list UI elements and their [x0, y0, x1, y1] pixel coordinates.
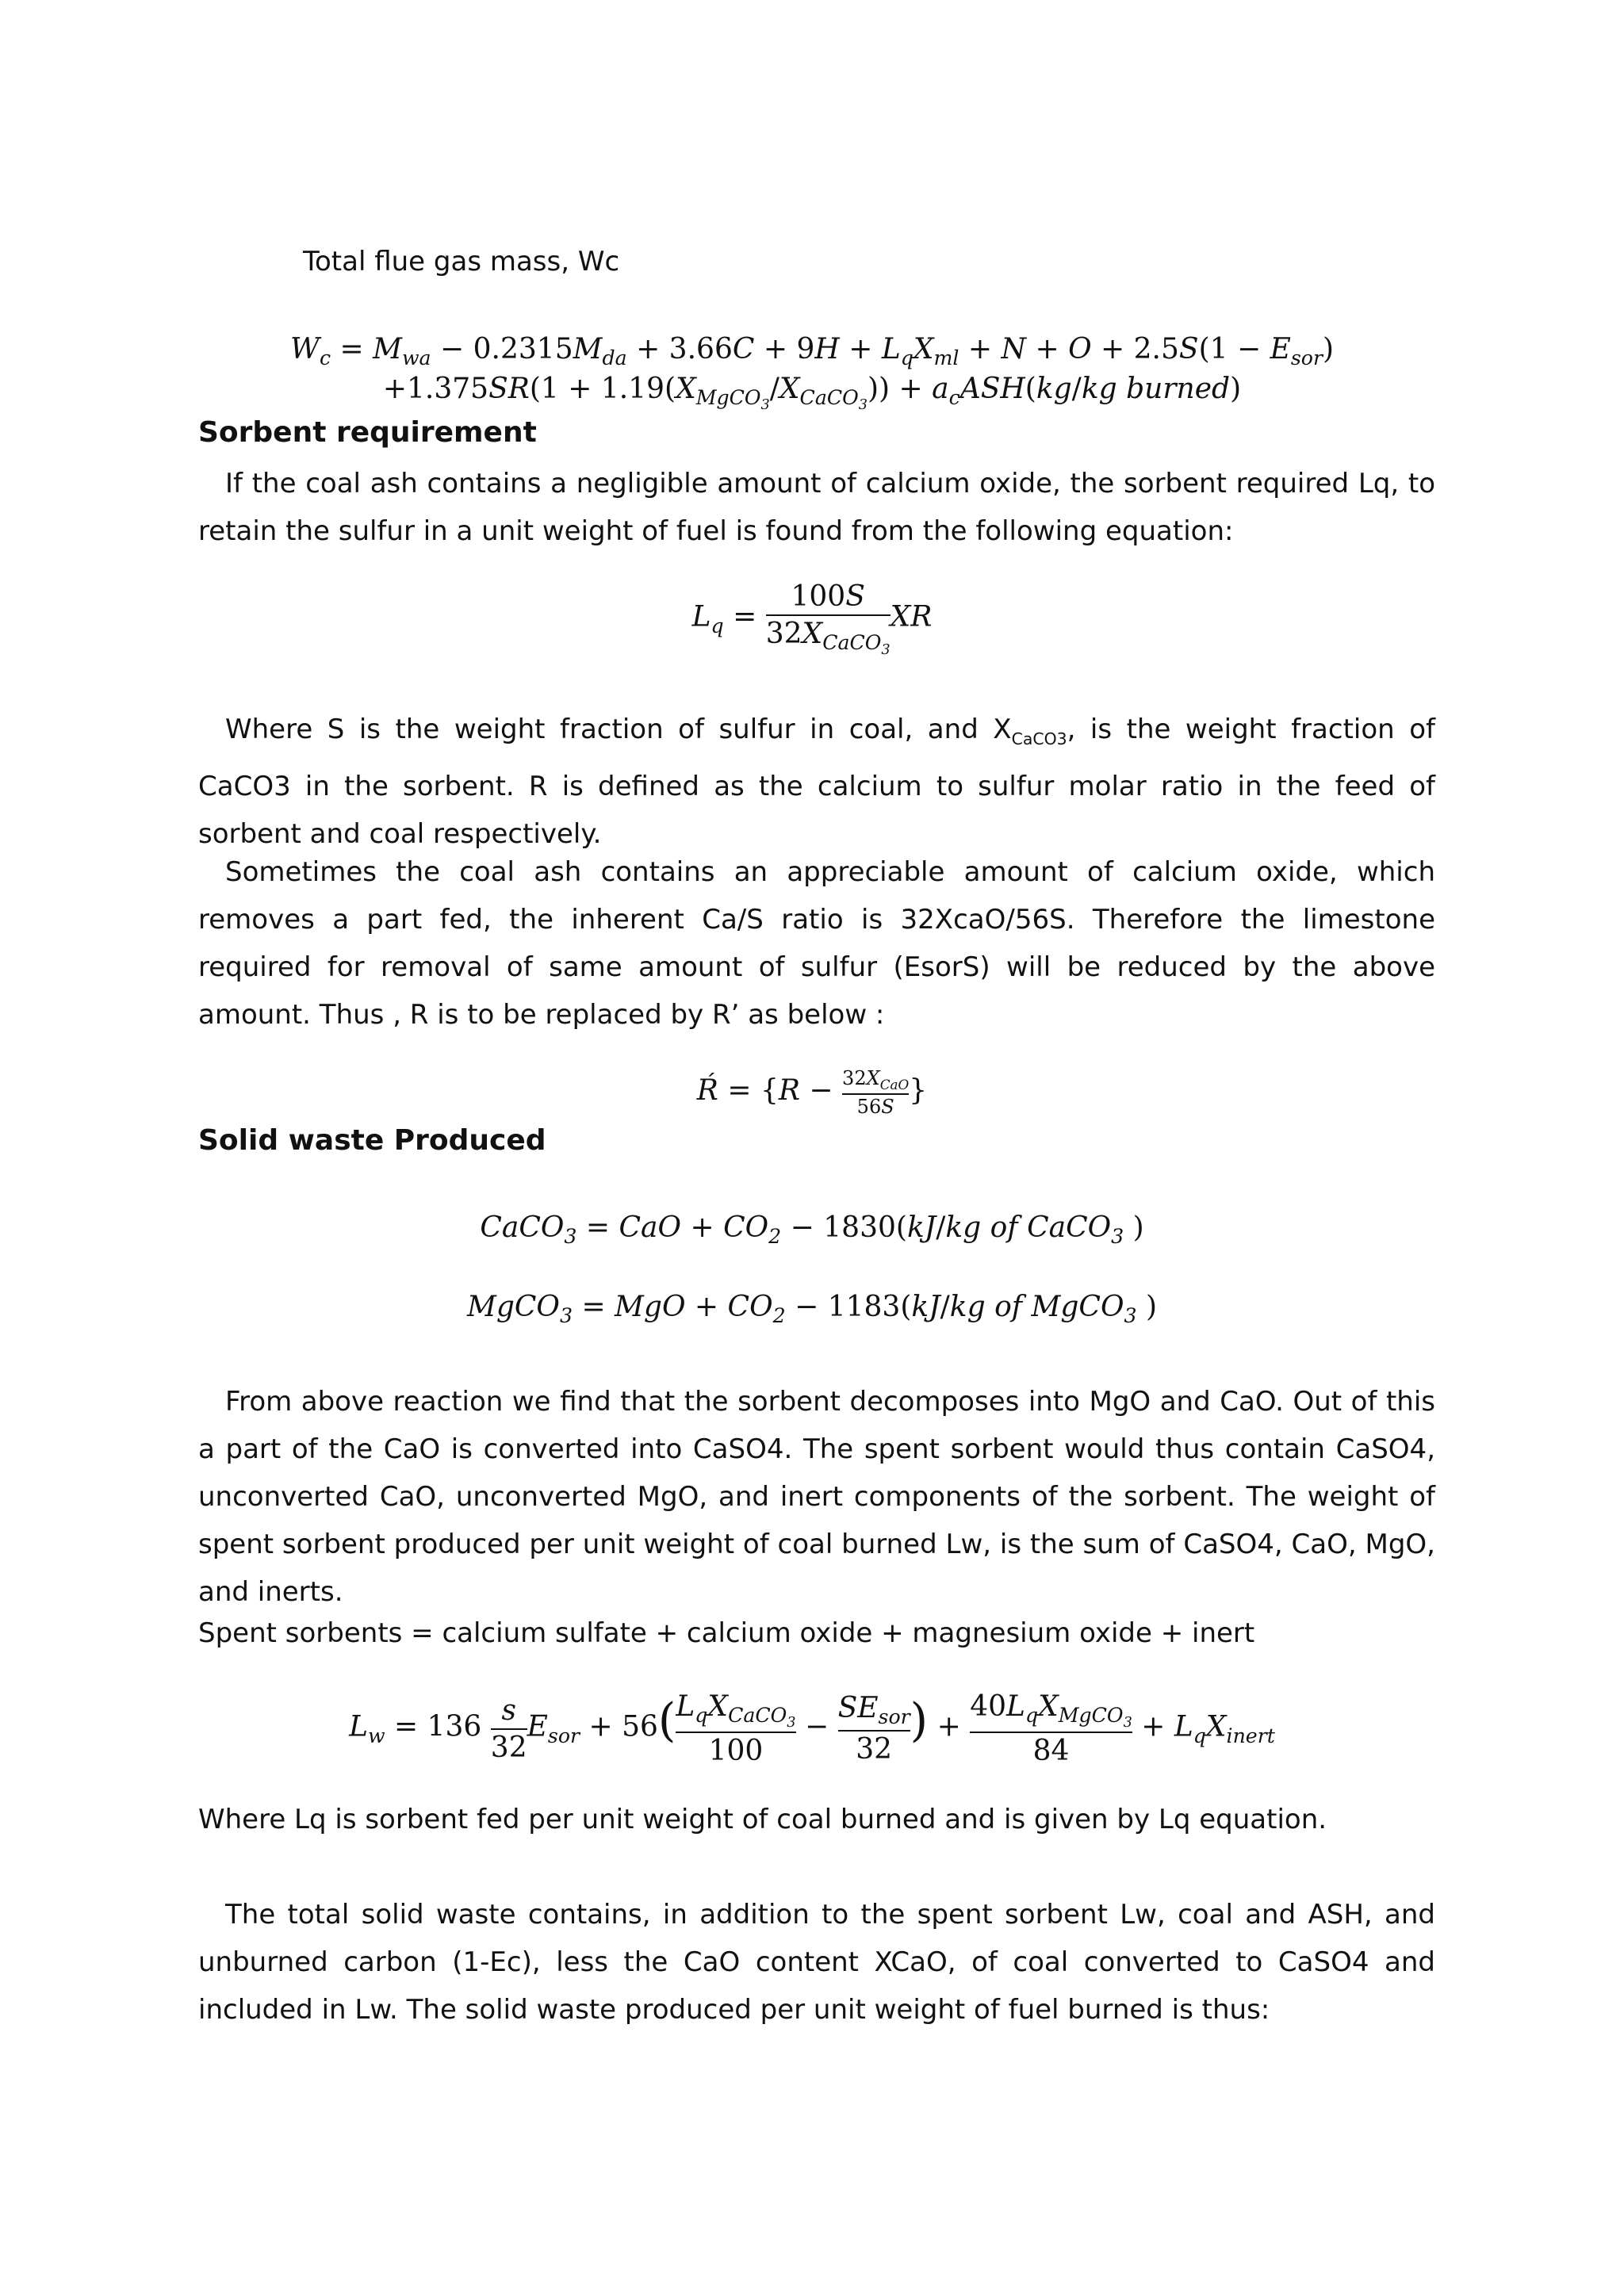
mgco3-reaction-equation: MgCO$_3$ = MgO + $CO_2 - 1183(kJ/kg$ of MgCO$_3$ ) [466, 1291, 1158, 1328]
paragraph-calcium-oxide: Sometimes the coal ash contains an appreciable amount of calcium oxide, which removes a part fed, the inherent Ca/S ratio is 32XcaO/56S. Therefore the limestone required for removal of same amount of sulfur (EsorS) will be reduced by the above amount. Thus , R is to be replaced by R’ as below : [198, 856, 1435, 1031]
r-prime-equation: Ŕ = {R − $\frac{32X_{CaO}}{56S}$ } [696, 1067, 928, 1118]
flue-gas-equation-line-1: $W_c = M_{wa} - 0.2315M_{da} + 3.66C + 9H + L_qX_{ml} + N + O + 2.5S(1 - E_{sor})$ [289, 333, 1335, 370]
paragraph-lq-definition: Where Lq is sorbent fed per unit weight of coal burned and is given by Lq equation. [198, 1804, 1327, 1835]
heading-solid-waste: Solid waste Produced [198, 1124, 546, 1157]
lw-equation: $L_w = 136$ $\frac{s}{32}$ $E_{sor} + 56$( $\frac{L_qX_{CaCO_3}}{100}$ − $\frac{SE_{sor}}{32}$ ) + $\frac{40L_qX_{MgCO_3}}{84}$ + $L_qX_{inert}$ [349, 1690, 1275, 1768]
flue-gas-equation-line-2: $+1.375SR(1 + 1.19(X_{MgCO_3}/X_{CaCO_3})) + a_cASH(kg/kg$ burned) [382, 373, 1242, 414]
paragraph-spent-sorbents: Spent sorbents = calcium sulfate + calcium oxide + magnesium oxide + inert [198, 1617, 1255, 1649]
heading-sorbent-requirement: Sorbent requirement [198, 416, 537, 449]
paragraph-sorbent-decomposition: From above reaction we find that the sorbent decomposes into MgO and CaO. Out of this a part of the CaO is converted into CaSO4. The spent sorbent would thus contain CaSO4, unconverted CaO, unconverted MgO, and inert components of the sorbent. The weight of spent sorbent produced per unit weight of coal burned Lw, is the sum of CaSO4, CaO, MgO, and inerts. [198, 1386, 1435, 1608]
paragraph-sulfur-fraction: Where S is the weight fraction of sulfur in coal, and $X_{CaCO3}$, is the weight fraction of CaCO3 in the sorbent. R is defined as the calcium to sulfur molar ratio in the feed of sorbent and coal respectively. [198, 714, 1435, 850]
caco3-subscript: CaCO3 [1011, 729, 1067, 748]
flue-gas-label: Total flue gas mass, Wc [303, 246, 620, 277]
paragraph-sorbent-intro: If the coal ash contains a negligible amount of calcium oxide, the sorbent required Lq, to retain the sulfur in a unit weight of fuel is found from the following equation: [198, 468, 1435, 547]
caco3-reaction-equation: CaCO$_3$ = CaO + $CO_2 - 1830(kJ/kg$ of CaCO$_3$ ) [480, 1211, 1144, 1249]
lq-equation: $L_q$ = $\frac{100S}{32X_{CaCO_3}}$ XR [691, 580, 933, 659]
paragraph-total-solid-waste: The total solid waste contains, in addition to the spent sorbent Lw, coal and ASH, and unburned carbon (1-Ec), less the CaO content XCaO, of coal converted to CaSO4 and included in Lw. The solid waste produced per unit weight of fuel burned is thus: [198, 1899, 1435, 2026]
